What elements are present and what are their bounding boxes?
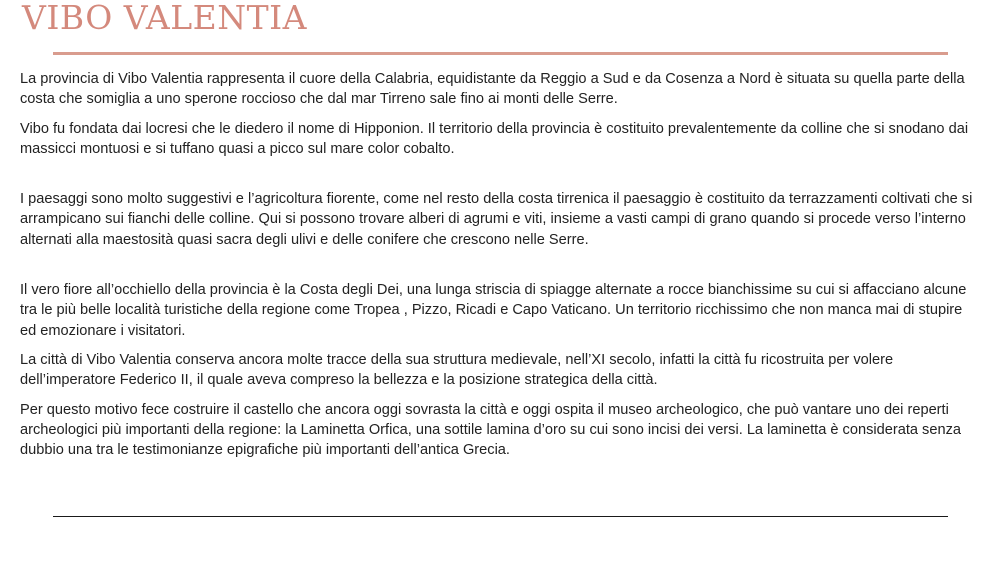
paragraph-costa-degli-dei: Il vero fiore all’occhiello della provincia è la Costa degli Dei, una lunga striscia di spiagge alternate a rocce bianchissime su cui si affacciano alcune tra le più belle località turistiche della regione come Tropea , Pizzo, Ricadi e Capo Vaticano. Un territorio ricchissimo che non manca mai di stupire ed emozionare i visitatori. bbox=[20, 282, 967, 339]
paragraph-medieval: La città di Vibo Valentia conserva ancora molte tracce della sua struttura medievale, nell’XI secolo, infatti la città fu ricostruita per volere dell’imperatore Federico II, il quale aveva compreso la bellezza e la posizione strategica della città. bbox=[20, 351, 894, 389]
page-title: VIBO VALENTIA bbox=[22, 0, 307, 37]
bottom-divider bbox=[53, 516, 948, 517]
paragraph-intro: La provincia di Vibo Valentia rappresenta il cuore della Calabria, equidistante da Reggio a Sud e da Cosenza a Nord è situata su quella parte della costa che somiglia a uno sperone roccioso che dal mar Tirreno sale fino ai monti delle Serre. bbox=[20, 71, 965, 108]
title-divider bbox=[53, 52, 948, 55]
paragraph-history: Vibo fu fondata dai locresi che le diedero il nome di Hipponion. Il territorio della provincia è costituito prevalentemente da colline che si snodano dai massicci montuosi e si tuffano quasi a picco sul mare color cobalto. bbox=[20, 120, 969, 157]
paragraph-landscape: I paesaggi sono molto suggestivi e l’agricoltura fiorente, come nel resto della costa tirrenica il paesaggio è costituito da terrazzamenti coltivati che si arrampicano sui fianchi delle colline. Qui si possono trovare alberi di agrumi e viti, insieme a vasti campi di grano quando si procede verso l’interno alternati alla maestosità quasi sacra degli ulivi e delle conifere che crescono nelle Serre. bbox=[20, 191, 973, 248]
document-body bbox=[20, 69, 980, 460]
paragraph-castle-museum: Per questo motivo fece costruire il castello che ancora oggi sovrasta la città e oggi ospita il museo archeologico, che può vantare uno dei reperti archeologici più importanti della regione: la Laminetta Orfica, una sottile lamina d’oro su cui sono incisi dei versi. La laminetta è considerata senza dubbio una tra le testimonianze epigrafiche più importanti dell’antica Grecia. bbox=[20, 401, 961, 459]
